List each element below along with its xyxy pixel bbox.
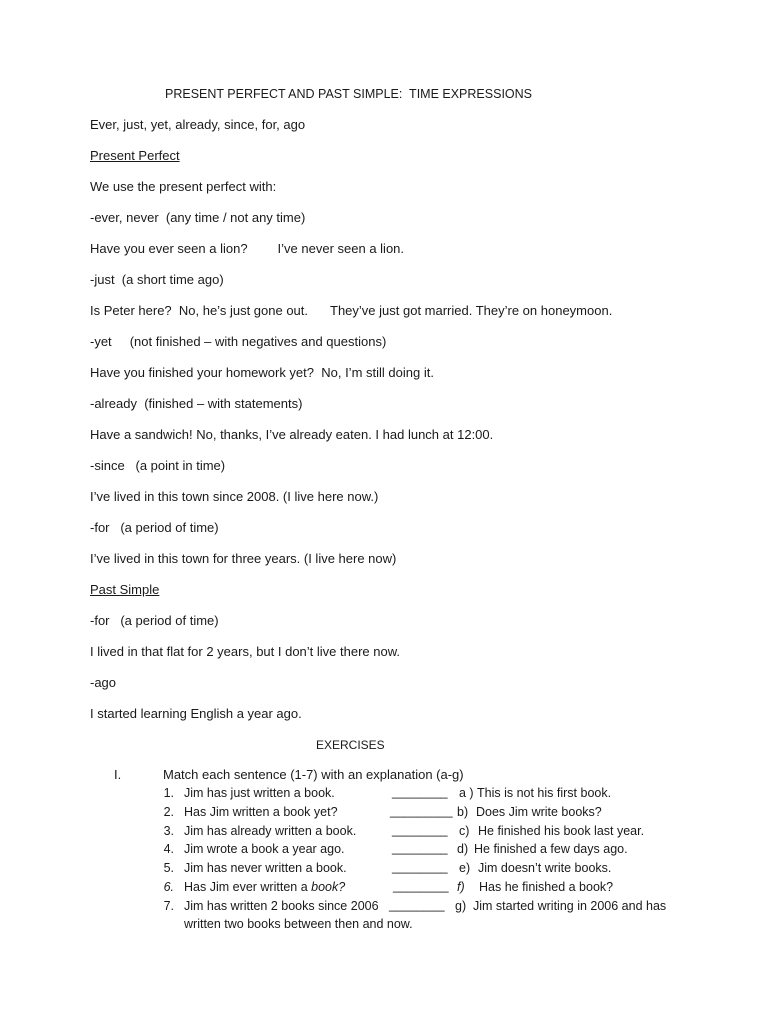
exercise-number: I.: [114, 767, 122, 782]
example-sentence: Have you ever seen a lion?: [90, 241, 248, 256]
answer-blank[interactable]: ________: [392, 785, 448, 799]
option-letter: f): [457, 880, 465, 894]
option-letter: c): [459, 824, 470, 838]
answer-blank[interactable]: ________: [392, 841, 448, 855]
rule-already: -already (finished – with statements): [90, 396, 303, 411]
keyword-list: Ever, just, yet, already, since, for, ago: [90, 117, 306, 132]
example-sentence: Is Peter here? No, he’s just gone out.: [90, 303, 309, 318]
rule-yet: -yet (not finished – with negatives and questions): [90, 334, 387, 349]
answer-blank[interactable]: ________: [392, 823, 448, 837]
option-letter: a ): [459, 786, 474, 800]
section-heading-past-simple: Past Simple: [90, 582, 160, 597]
example-ago: I started learning English a year ago.: [90, 706, 302, 721]
section-heading-present-perfect: Present Perfect: [90, 148, 180, 163]
option-letter: b): [457, 805, 469, 819]
example-already: Have a sandwich! No, thanks, I’ve already eaten. I had lunch at 12:00.: [90, 427, 494, 442]
item-sentence: Has Jim written a book yet?: [184, 805, 338, 819]
item-number: 6.: [163, 880, 174, 894]
item-number: 3.: [163, 824, 174, 838]
option-explanation: He finished his book last year.: [478, 824, 645, 838]
rule-since: -since (a point in time): [90, 458, 226, 473]
page-title: PRESENT PERFECT AND PAST SIMPLE: TIME EXPRESSIONS: [165, 87, 532, 101]
item-sentence-italic: book?: [311, 880, 346, 894]
option-explanation: Does Jim write books?: [476, 805, 602, 819]
rule-just: -just (a short time ago): [90, 272, 224, 287]
example-sentence: They’ve just got married. They’re on honeymoon.: [330, 303, 613, 318]
item-sentence: Jim has never written a book.: [184, 861, 347, 875]
example-ever-never: [90, 241, 404, 257]
option-explanation: He finished a few days ago.: [474, 842, 628, 856]
example-sentence: I’ve never seen a lion.: [277, 241, 405, 256]
item-number: 5.: [163, 861, 174, 875]
option-explanation: Jim doesn’t write books.: [478, 861, 612, 875]
example-just: [90, 303, 612, 319]
intro-text: We use the present perfect with:: [90, 179, 277, 194]
example-past-for: I lived in that flat for 2 years, but I don’t live there now.: [90, 644, 401, 659]
option-explanation-continued: written two books between then and now.: [184, 917, 413, 931]
option-explanation: This is not his first book.: [477, 786, 612, 800]
exercise-instruction: Match each sentence (1-7) with an explanation (a-g): [163, 767, 464, 782]
example-yet: Have you finished your homework yet? No, I’m still doing it.: [90, 365, 434, 380]
item-sentence: Jim has already written a book.: [184, 824, 357, 838]
item-number: 7.: [163, 899, 174, 913]
item-sentence: Jim has written 2 books since 2006: [184, 899, 379, 913]
option-letter: g): [455, 899, 467, 913]
item-number: 4.: [163, 842, 174, 856]
option-letter: d): [457, 842, 469, 856]
option-explanation: Has he finished a book?: [479, 880, 614, 894]
rule-ever-never: -ever, never (any time / not any time): [90, 210, 306, 225]
item-sentence-text: Has Jim ever written a: [184, 880, 312, 894]
item-number: 2.: [163, 805, 174, 819]
option-explanation: Jim started writing in 2006 and has: [473, 899, 667, 913]
answer-blank[interactable]: ________: [392, 860, 448, 874]
item-sentence: Jim has just written a book.: [184, 786, 335, 800]
item-sentence: [184, 880, 345, 894]
example-since: I’ve lived in this town since 2008. (I live here now.): [90, 489, 379, 504]
answer-blank[interactable]: ________: [389, 898, 445, 912]
rule-ago: -ago: [90, 675, 117, 690]
item-sentence: Jim wrote a book a year ago.: [184, 842, 345, 856]
exercises-heading: EXERCISES: [316, 738, 385, 752]
rule-past-for: -for (a period of time): [90, 613, 219, 628]
answer-blank[interactable]: ________: [393, 879, 449, 893]
example-for: I’ve lived in this town for three years. (I live here now): [90, 551, 397, 566]
answer-blank[interactable]: _________: [390, 804, 453, 818]
item-number: 1.: [163, 786, 174, 800]
rule-for: -for (a period of time): [90, 520, 219, 535]
option-letter: e): [459, 861, 471, 875]
